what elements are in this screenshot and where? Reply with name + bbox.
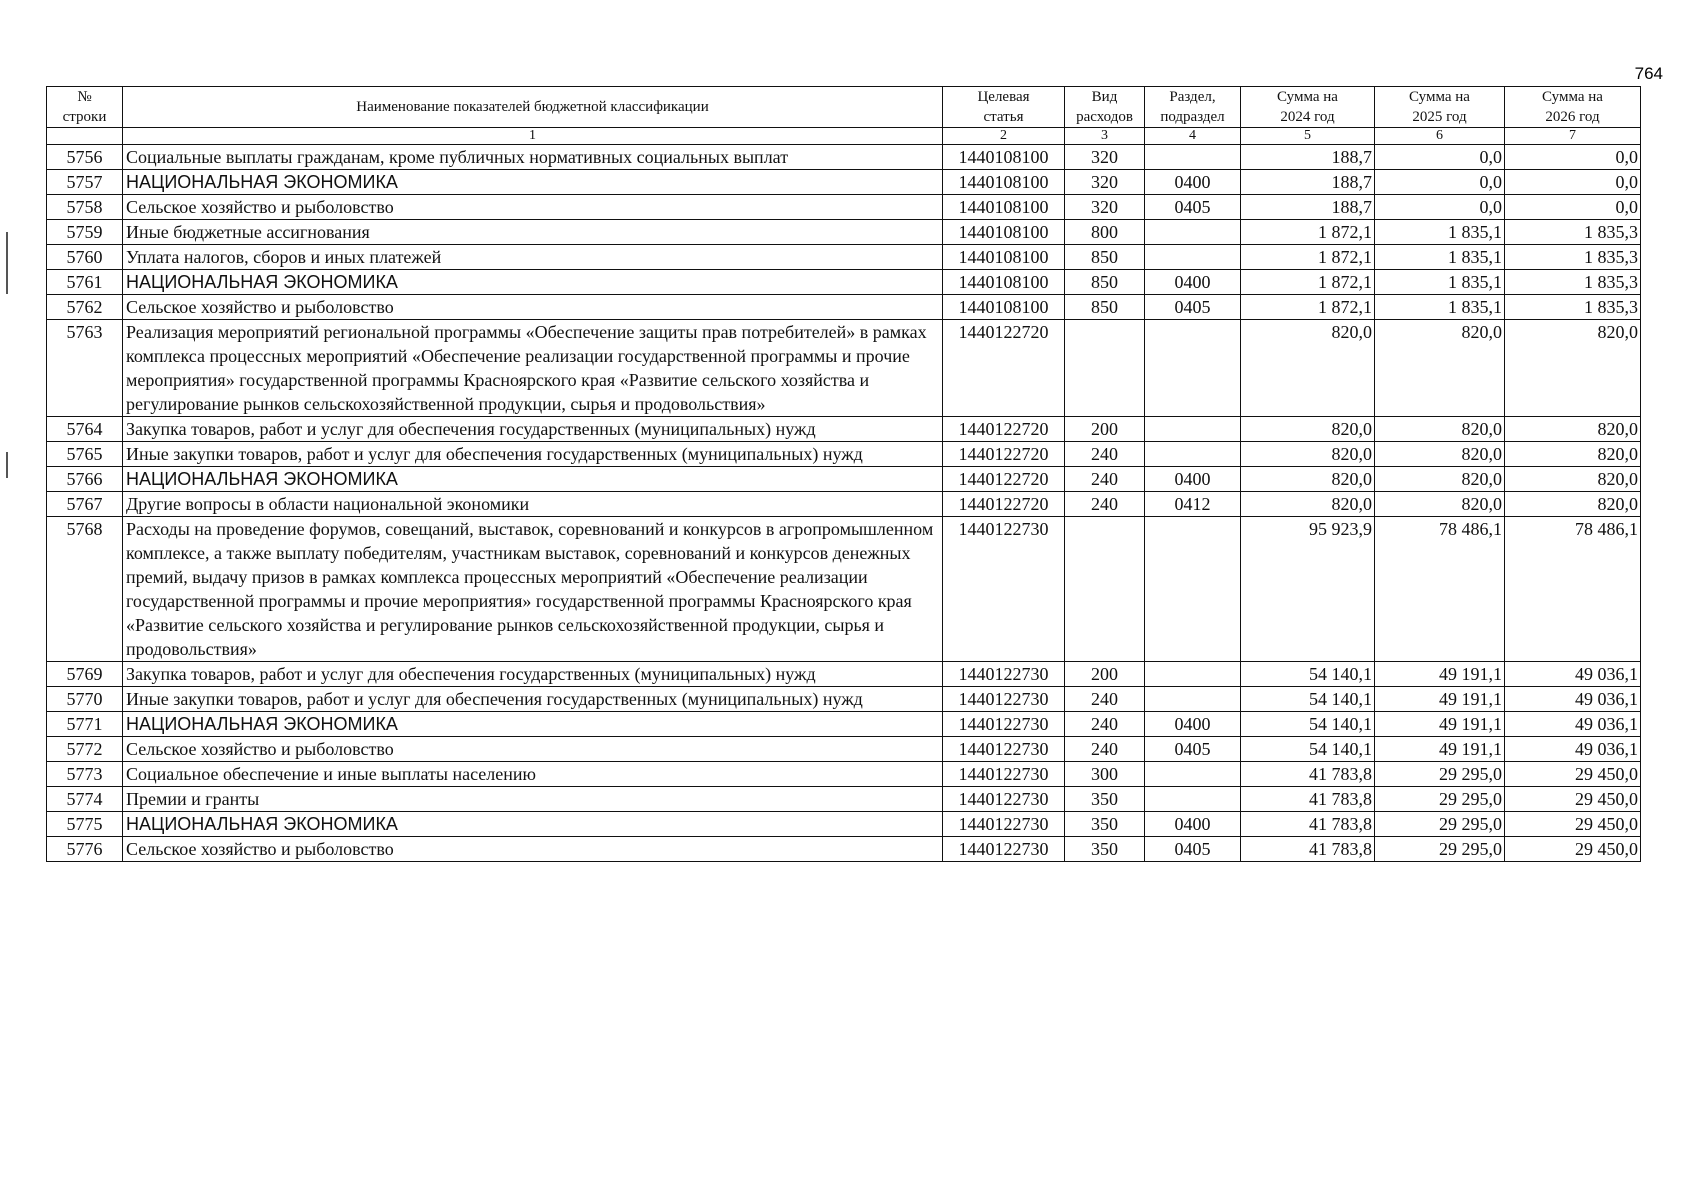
section-cell [1145, 787, 1241, 812]
sum-2026-cell: 29 450,0 [1505, 837, 1641, 862]
table-row [47, 320, 1641, 417]
sum-2025-cell: 49 191,1 [1375, 687, 1505, 712]
indicator-name-cell: НАЦИОНАЛЬНАЯ ЭКОНОМИКА [123, 812, 943, 837]
sum-2025-cell: 29 295,0 [1375, 812, 1505, 837]
target-article-cell: 1440122720 [943, 320, 1065, 417]
header-sum-2025-line2: 2025 год [1412, 109, 1467, 125]
row-number-cell: 5776 [47, 837, 123, 862]
header-sum-2024-line2: 2024 год [1280, 109, 1335, 125]
sum-2024-cell: 54 140,1 [1241, 687, 1375, 712]
header-sum-2026-line1: Сумма на [1542, 89, 1603, 105]
header-sum-2026 [1505, 87, 1641, 128]
sum-2025-cell: 29 295,0 [1375, 787, 1505, 812]
table-row [47, 492, 1641, 517]
indicator-name-cell: Сельское хозяйство и рыболовство [123, 837, 943, 862]
target-article-cell: 1440122730 [943, 517, 1065, 662]
sum-2024-cell: 188,7 [1241, 195, 1375, 220]
sum-2026-cell: 820,0 [1505, 320, 1641, 417]
table-row [47, 195, 1641, 220]
target-article-cell: 1440108100 [943, 145, 1065, 170]
table-row [47, 762, 1641, 787]
section-cell: 0412 [1145, 492, 1241, 517]
target-article-cell: 1440122730 [943, 737, 1065, 762]
section-cell: 0400 [1145, 467, 1241, 492]
header-sum-2025-line1: Сумма на [1409, 89, 1470, 105]
column-number [47, 128, 123, 145]
table-row [47, 295, 1641, 320]
target-article-cell: 1440108100 [943, 270, 1065, 295]
section-cell [1145, 662, 1241, 687]
section-cell [1145, 687, 1241, 712]
sum-2025-cell: 0,0 [1375, 145, 1505, 170]
table-row [47, 812, 1641, 837]
expense-type-cell: 350 [1065, 787, 1145, 812]
header-target-line2: статья [983, 109, 1024, 125]
table-row [47, 787, 1641, 812]
target-article-cell: 1440122730 [943, 712, 1065, 737]
indicator-name-cell: Другие вопросы в области национальной экономики [123, 492, 943, 517]
row-number-cell: 5759 [47, 220, 123, 245]
section-cell: 0405 [1145, 837, 1241, 862]
indicator-name-cell: Сельское хозяйство и рыболовство [123, 295, 943, 320]
header-row-number [47, 87, 123, 128]
expense-type-cell: 200 [1065, 417, 1145, 442]
indicator-name-cell: Премии и гранты [123, 787, 943, 812]
table-row [47, 687, 1641, 712]
expense-type-cell: 240 [1065, 467, 1145, 492]
sum-2024-cell: 1 872,1 [1241, 270, 1375, 295]
sum-2025-cell: 820,0 [1375, 492, 1505, 517]
table-row [47, 837, 1641, 862]
sum-2026-cell: 1 835,3 [1505, 270, 1641, 295]
section-cell [1145, 517, 1241, 662]
table-row [47, 442, 1641, 467]
sum-2024-cell: 1 872,1 [1241, 220, 1375, 245]
sum-2025-cell: 49 191,1 [1375, 712, 1505, 737]
row-number-cell: 5766 [47, 467, 123, 492]
sum-2026-cell: 820,0 [1505, 467, 1641, 492]
target-article-cell: 1440108100 [943, 170, 1065, 195]
budget-classification-table [46, 86, 1641, 862]
header-row-number-line1: № [77, 89, 92, 105]
table-row [47, 662, 1641, 687]
expense-type-cell: 320 [1065, 195, 1145, 220]
expense-type-cell: 240 [1065, 737, 1145, 762]
sum-2024-cell: 54 140,1 [1241, 712, 1375, 737]
scan-artifact-mark [6, 232, 8, 294]
indicator-name-cell: Иные бюджетные ассигнования [123, 220, 943, 245]
section-cell [1145, 762, 1241, 787]
sum-2024-cell: 820,0 [1241, 442, 1375, 467]
sum-2025-cell: 820,0 [1375, 417, 1505, 442]
table-row [47, 467, 1641, 492]
sum-2026-cell: 29 450,0 [1505, 762, 1641, 787]
expense-type-cell: 240 [1065, 687, 1145, 712]
sum-2024-cell: 54 140,1 [1241, 662, 1375, 687]
indicator-name-cell: Реализация мероприятий региональной программы «Обеспечение защиты прав потребителей» в рамках комплекса процессных мероприятий «Обеспечение реализации государственной программы и прочие мероприятия» государственной программы Красноярского края «Развитие сельского хозяйства и регулирование рынков сельскохозяйственной продукции, сырья и продовольствия» [123, 320, 943, 417]
sum-2024-cell: 41 783,8 [1241, 812, 1375, 837]
row-number-cell: 5762 [47, 295, 123, 320]
table-row [47, 517, 1641, 662]
sum-2025-cell: 0,0 [1375, 170, 1505, 195]
section-cell [1145, 145, 1241, 170]
sum-2026-cell: 0,0 [1505, 195, 1641, 220]
expense-type-cell: 240 [1065, 712, 1145, 737]
sum-2024-cell: 41 783,8 [1241, 837, 1375, 862]
indicator-name-cell: НАЦИОНАЛЬНАЯ ЭКОНОМИКА [123, 270, 943, 295]
section-cell [1145, 245, 1241, 270]
section-cell: 0400 [1145, 812, 1241, 837]
target-article-cell: 1440108100 [943, 220, 1065, 245]
sum-2026-cell: 49 036,1 [1505, 687, 1641, 712]
target-article-cell: 1440108100 [943, 195, 1065, 220]
expense-type-cell: 240 [1065, 442, 1145, 467]
sum-2025-cell: 1 835,1 [1375, 245, 1505, 270]
row-number-cell: 5761 [47, 270, 123, 295]
sum-2025-cell: 0,0 [1375, 195, 1505, 220]
header-section [1145, 87, 1241, 128]
sum-2025-cell: 1 835,1 [1375, 220, 1505, 245]
column-number: 7 [1505, 128, 1641, 145]
sum-2025-cell: 820,0 [1375, 320, 1505, 417]
target-article-cell: 1440122730 [943, 762, 1065, 787]
page-number: 764 [1634, 64, 1663, 83]
expense-type-cell: 200 [1065, 662, 1145, 687]
sum-2024-cell: 820,0 [1241, 467, 1375, 492]
sum-2026-cell: 49 036,1 [1505, 662, 1641, 687]
table-row [47, 145, 1641, 170]
sum-2024-cell: 54 140,1 [1241, 737, 1375, 762]
column-number: 6 [1375, 128, 1505, 145]
row-number-cell: 5757 [47, 170, 123, 195]
row-number-cell: 5774 [47, 787, 123, 812]
indicator-name-cell: Социальные выплаты гражданам, кроме публичных нормативных социальных выплат [123, 145, 943, 170]
sum-2024-cell: 95 923,9 [1241, 517, 1375, 662]
row-number-cell: 5769 [47, 662, 123, 687]
sum-2024-cell: 1 872,1 [1241, 295, 1375, 320]
sum-2024-cell: 820,0 [1241, 320, 1375, 417]
target-article-cell: 1440122720 [943, 492, 1065, 517]
indicator-name-cell: НАЦИОНАЛЬНАЯ ЭКОНОМИКА [123, 467, 943, 492]
table-row [47, 417, 1641, 442]
section-cell: 0405 [1145, 195, 1241, 220]
header-type-line1: Вид [1091, 89, 1118, 105]
section-cell: 0400 [1145, 712, 1241, 737]
expense-type-cell: 800 [1065, 220, 1145, 245]
row-number-cell: 5758 [47, 195, 123, 220]
row-number-cell: 5771 [47, 712, 123, 737]
target-article-cell: 1440122730 [943, 837, 1065, 862]
expense-type-cell: 320 [1065, 170, 1145, 195]
section-cell [1145, 220, 1241, 245]
sum-2024-cell: 41 783,8 [1241, 762, 1375, 787]
sum-2026-cell: 1 835,3 [1505, 295, 1641, 320]
target-article-cell: 1440108100 [943, 295, 1065, 320]
header-target-line1: Целевая [977, 89, 1030, 105]
sum-2025-cell: 29 295,0 [1375, 762, 1505, 787]
sum-2024-cell: 1 872,1 [1241, 245, 1375, 270]
row-number-cell: 5756 [47, 145, 123, 170]
column-number: 3 [1065, 128, 1145, 145]
sum-2025-cell: 78 486,1 [1375, 517, 1505, 662]
section-cell: 0405 [1145, 295, 1241, 320]
row-number-cell: 5773 [47, 762, 123, 787]
sum-2026-cell: 820,0 [1505, 442, 1641, 467]
row-number-cell: 5770 [47, 687, 123, 712]
row-number-cell: 5772 [47, 737, 123, 762]
sum-2024-cell: 188,7 [1241, 170, 1375, 195]
column-number: 4 [1145, 128, 1241, 145]
sum-2025-cell: 29 295,0 [1375, 837, 1505, 862]
target-article-cell: 1440122720 [943, 467, 1065, 492]
expense-type-cell: 300 [1065, 762, 1145, 787]
sum-2024-cell: 188,7 [1241, 145, 1375, 170]
sum-2026-cell: 49 036,1 [1505, 737, 1641, 762]
sum-2026-cell: 0,0 [1505, 145, 1641, 170]
sum-2026-cell: 78 486,1 [1505, 517, 1641, 662]
indicator-name-cell: Иные закупки товаров, работ и услуг для обеспечения государственных (муниципальных) нужд [123, 687, 943, 712]
row-number-cell: 5765 [47, 442, 123, 467]
section-cell: 0400 [1145, 170, 1241, 195]
expense-type-cell: 320 [1065, 145, 1145, 170]
expense-type-cell: 850 [1065, 295, 1145, 320]
indicator-name-cell: Сельское хозяйство и рыболовство [123, 737, 943, 762]
target-article-cell: 1440122730 [943, 812, 1065, 837]
indicator-name-cell: Закупка товаров, работ и услуг для обеспечения государственных (муниципальных) нужд [123, 662, 943, 687]
indicator-name-cell: НАЦИОНАЛЬНАЯ ЭКОНОМИКА [123, 712, 943, 737]
row-number-cell: 5768 [47, 517, 123, 662]
column-number: 2 [943, 128, 1065, 145]
sum-2024-cell: 820,0 [1241, 417, 1375, 442]
row-number-cell: 5760 [47, 245, 123, 270]
header-type-line2: расходов [1076, 109, 1133, 125]
scan-artifact-mark [6, 452, 8, 478]
indicator-name-cell: Иные закупки товаров, работ и услуг для обеспечения государственных (муниципальных) нужд [123, 442, 943, 467]
target-article-cell: 1440122730 [943, 662, 1065, 687]
sum-2026-cell: 1 835,3 [1505, 220, 1641, 245]
header-indicator-name: Наименование показателей бюджетной классификации [123, 87, 943, 128]
sum-2024-cell: 820,0 [1241, 492, 1375, 517]
expense-type-cell [1065, 320, 1145, 417]
sum-2026-cell: 1 835,3 [1505, 245, 1641, 270]
indicator-name-cell: НАЦИОНАЛЬНАЯ ЭКОНОМИКА [123, 170, 943, 195]
expense-type-cell: 350 [1065, 837, 1145, 862]
table-row [47, 170, 1641, 195]
target-article-cell: 1440108100 [943, 245, 1065, 270]
table-header-row [47, 87, 1641, 128]
target-article-cell: 1440122730 [943, 687, 1065, 712]
expense-type-cell: 850 [1065, 270, 1145, 295]
table-row [47, 245, 1641, 270]
section-cell: 0405 [1145, 737, 1241, 762]
sum-2026-cell: 49 036,1 [1505, 712, 1641, 737]
header-sum-2024-line1: Сумма на [1277, 89, 1338, 105]
target-article-cell: 1440122730 [943, 787, 1065, 812]
sum-2026-cell: 820,0 [1505, 492, 1641, 517]
sum-2026-cell: 29 450,0 [1505, 812, 1641, 837]
header-section-line2: подраздел [1160, 109, 1225, 125]
header-sum-2025 [1375, 87, 1505, 128]
header-sum-2026-line2: 2026 год [1545, 109, 1600, 125]
sum-2025-cell: 820,0 [1375, 442, 1505, 467]
indicator-name-cell: Сельское хозяйство и рыболовство [123, 195, 943, 220]
header-target-article [943, 87, 1065, 128]
sum-2025-cell: 1 835,1 [1375, 270, 1505, 295]
section-cell [1145, 320, 1241, 417]
sum-2025-cell: 49 191,1 [1375, 662, 1505, 687]
sum-2025-cell: 1 835,1 [1375, 295, 1505, 320]
header-expense-type [1065, 87, 1145, 128]
target-article-cell: 1440122720 [943, 417, 1065, 442]
sum-2026-cell: 0,0 [1505, 170, 1641, 195]
row-number-cell: 5764 [47, 417, 123, 442]
expense-type-cell: 850 [1065, 245, 1145, 270]
indicator-name-cell: Расходы на проведение форумов, совещаний, выставок, соревнований и конкурсов в агропромышленном комплексе, а также выплату победителям, участникам выставок, соревнований и конкурсов денежных премий, выдачу призов в рамках комплекса процессных мероприятий «Обеспечение реализации государственной программы и прочие мероприятия» государственной программы Красноярского края «Развитие сельского хозяйства и регулирование рынков сельскохозяйственной продукции, сырья и продовольствия» [123, 517, 943, 662]
sum-2026-cell: 29 450,0 [1505, 787, 1641, 812]
section-cell [1145, 442, 1241, 467]
table-row [47, 737, 1641, 762]
sum-2025-cell: 49 191,1 [1375, 737, 1505, 762]
column-number: 5 [1241, 128, 1375, 145]
section-cell [1145, 417, 1241, 442]
section-cell: 0400 [1145, 270, 1241, 295]
indicator-name-cell: Социальное обеспечение и иные выплаты населению [123, 762, 943, 787]
indicator-name-cell: Уплата налогов, сборов и иных платежей [123, 245, 943, 270]
column-number: 1 [123, 128, 943, 145]
sum-2025-cell: 820,0 [1375, 467, 1505, 492]
expense-type-cell: 350 [1065, 812, 1145, 837]
table-row [47, 712, 1641, 737]
table-row [47, 270, 1641, 295]
sum-2026-cell: 820,0 [1505, 417, 1641, 442]
header-sum-2024 [1241, 87, 1375, 128]
indicator-name-cell: Закупка товаров, работ и услуг для обеспечения государственных (муниципальных) нужд [123, 417, 943, 442]
row-number-cell: 5763 [47, 320, 123, 417]
target-article-cell: 1440122720 [943, 442, 1065, 467]
column-number-row [47, 128, 1641, 145]
sum-2024-cell: 41 783,8 [1241, 787, 1375, 812]
table-row [47, 220, 1641, 245]
expense-type-cell [1065, 517, 1145, 662]
header-section-line1: Раздел, [1169, 89, 1216, 105]
row-number-cell: 5775 [47, 812, 123, 837]
row-number-cell: 5767 [47, 492, 123, 517]
expense-type-cell: 240 [1065, 492, 1145, 517]
header-row-number-line2: строки [62, 109, 107, 125]
table-body [47, 145, 1641, 862]
